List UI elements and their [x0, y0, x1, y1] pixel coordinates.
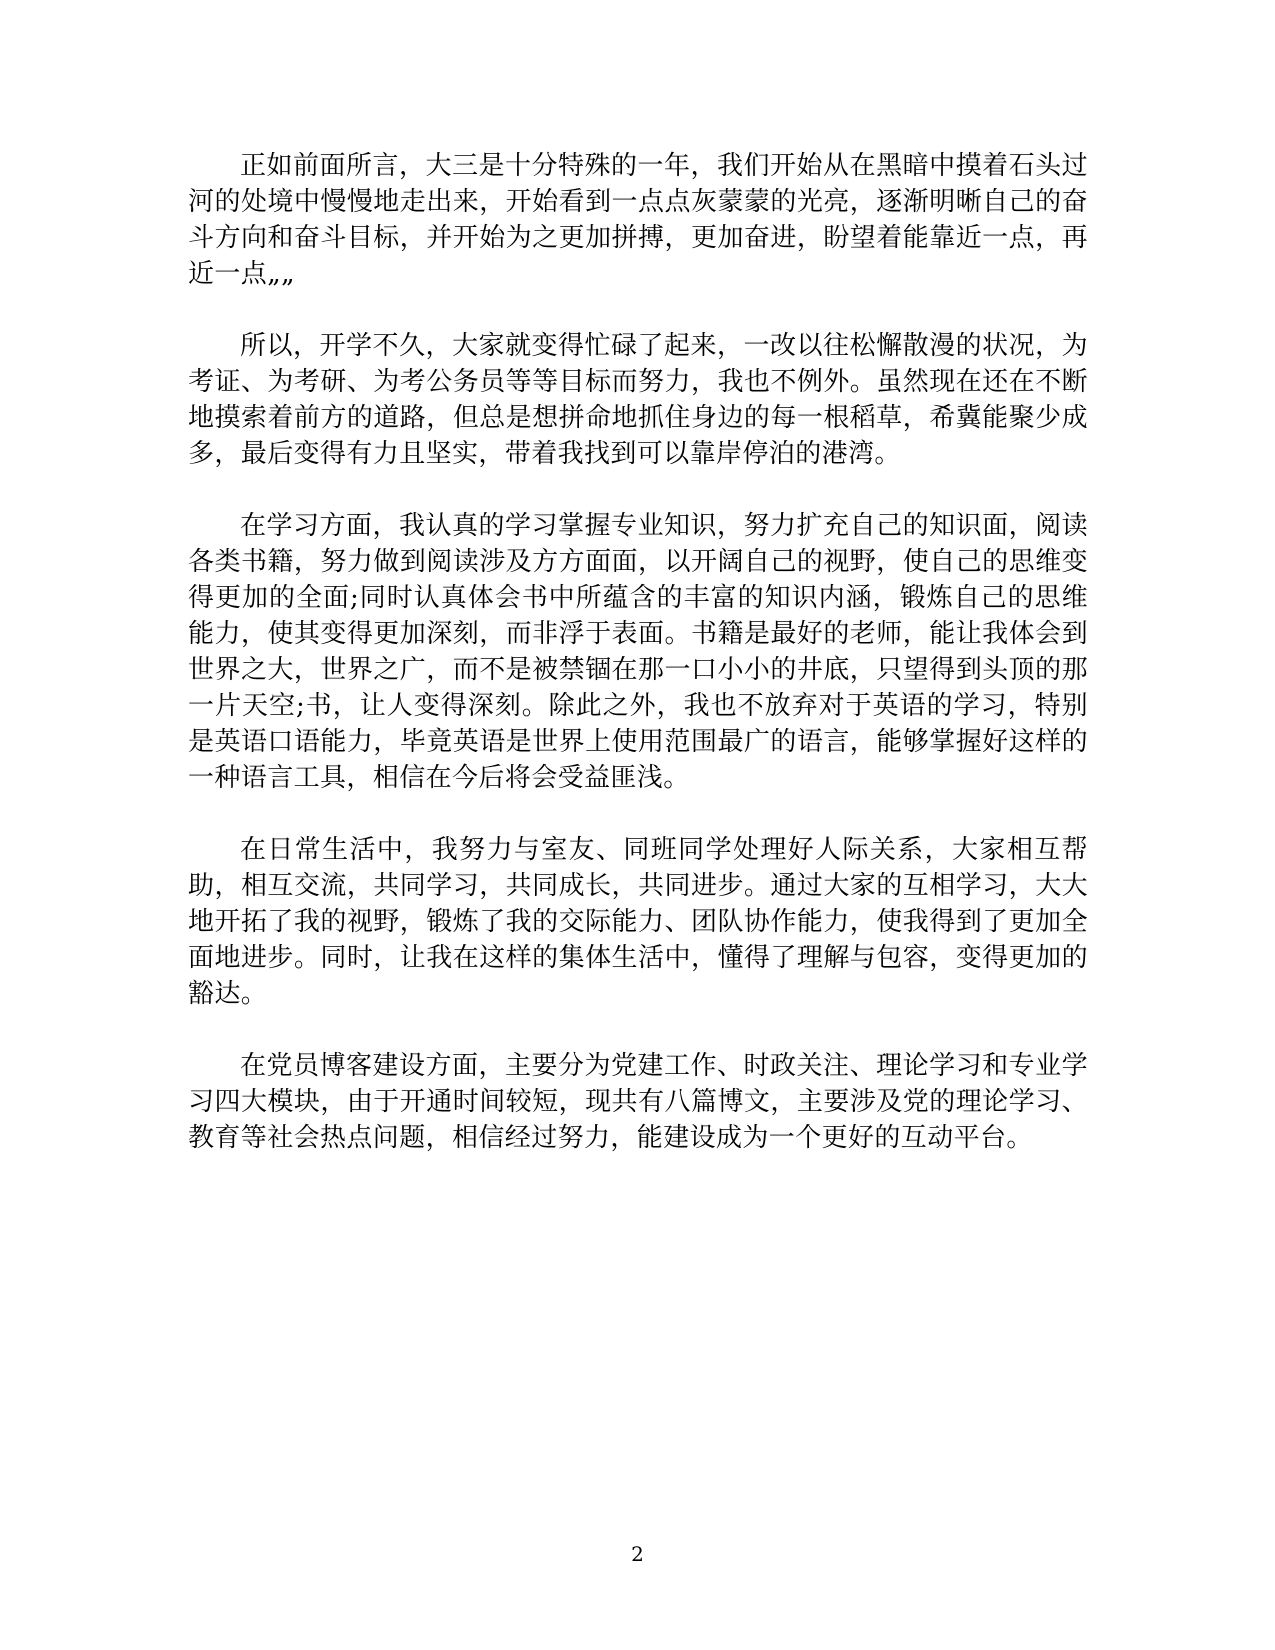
- document-body: [188, 148, 1088, 1192]
- paragraph-study: 在学习方面，我认真的学习掌握专业知识，努力扩充自己的知识面，阅读各类书籍，努力做到阅读涉及方方面面，以开阔自己的视野，使自己的思维变得更加的全面;同时认真体会书中所蕴含的丰富的知识内涵，锻炼自己的思维能力，使其变得更加深刻，而非浮于表面。书籍是最好的老师，能让我体会到世界之大，世界之广，而不是被禁锢在那一口小小的井底，只望得到头顶的那一片天空;书，让人变得深刻。除此之外，我也不放弃对于英语的学习，特别是英语口语能力，毕竟英语是世界上使用范围最广的语言，能够掌握好这样的一种语言工具，相信在今后将会受益匪浅。: [188, 511, 1088, 793]
- page-number: 2: [631, 1542, 644, 1566]
- paragraph-party-blog: 在党员博客建设方面，主要分为党建工作、时政关注、理论学习和专业学习四大模块，由于开通时间较短，现共有八篇博文，主要涉及党的理论学习、教育等社会热点问题，相信经过努力，能建设成为一个更好的互动平台。: [188, 1051, 1088, 1153]
- paragraph-busy-semester: 所以，开学不久，大家就变得忙碌了起来，一改以往松懈散漫的状况，为考证、为考研、为考公务员等等目标而努力，我也不例外。虽然现在还在不断地摸索着前方的道路，但总是想拼命地抓住身边的每一根稻草，希冀能聚少成多，最后变得有力且坚实，带着我找到可以靠岸停泊的港湾。: [188, 331, 1088, 469]
- paragraph-daily-life: 在日常生活中，我努力与室友、同班同学处理好人际关系，大家相互帮助，相互交流，共同学习，共同成长，共同进步。通过大家的互相学习，大大地开拓了我的视野，锻炼了我的交际能力、团队协作能力，使我得到了更加全面地进步。同时，让我在这样的集体生活中，懂得了理解与包容，变得更加的豁达。: [188, 835, 1088, 1009]
- paragraph-junior-year: 正如前面所言，大三是十分特殊的一年，我们开始从在黑暗中摸着石头过河的处境中慢慢地走出来，开始看到一点点灰蒙蒙的光亮，逐渐明晰自己的奋斗方向和奋斗目标，并开始为之更加拼搏，更加奋进，盼望着能靠近一点，再近一点„„: [188, 151, 1088, 289]
